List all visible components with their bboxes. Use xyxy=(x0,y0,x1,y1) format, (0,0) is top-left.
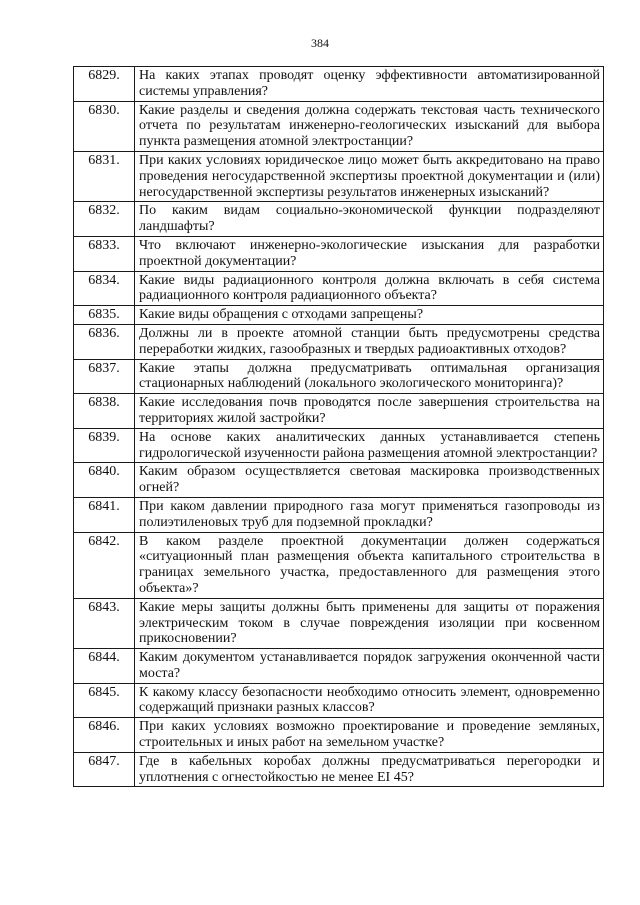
question-number: 6843. xyxy=(74,598,135,648)
table-row xyxy=(74,202,604,237)
table-row xyxy=(74,752,604,787)
question-number: 6839. xyxy=(74,428,135,463)
question-number: 6842. xyxy=(74,532,135,598)
question-number: 6830. xyxy=(74,101,135,151)
question-text: Что включают инженерно-экологические изыскания для разработки проектной документации? xyxy=(135,236,604,271)
table-row xyxy=(74,306,604,325)
question-number: 6847. xyxy=(74,752,135,787)
question-text: К какому классу безопасности необходимо относить элемент, одновременно содержащий признаки разных классов? xyxy=(135,683,604,718)
table-row xyxy=(74,683,604,718)
question-number: 6840. xyxy=(74,463,135,498)
question-number: 6837. xyxy=(74,359,135,394)
question-number: 6846. xyxy=(74,718,135,753)
question-text: Какие этапы должна предусматривать оптимальная организация стационарных наблюдений (локального экологического мониторинга)? xyxy=(135,359,604,394)
question-number: 6829. xyxy=(74,67,135,102)
questions-table-body xyxy=(74,67,604,787)
table-row xyxy=(74,428,604,463)
question-number: 6844. xyxy=(74,649,135,684)
question-number: 6831. xyxy=(74,151,135,201)
table-row xyxy=(74,67,604,102)
table-row xyxy=(74,497,604,532)
question-text: Должны ли в проекте атомной станции быть предусмотрены средства переработки жидких, газообразных и твердых радиоактивных отходов? xyxy=(135,324,604,359)
question-text: При каких условиях юридическое лицо может быть аккредитовано на право проведения негосударственной экспертизы проектной документации и (или) негосударственной экспертизы результатов инженерных изысканий? xyxy=(135,151,604,201)
table-row xyxy=(74,236,604,271)
question-number: 6833. xyxy=(74,236,135,271)
table-row xyxy=(74,101,604,151)
question-text: В каком разделе проектной документации должен содержаться «ситуационный план размещения объекта капитального строительства в границах земельного участка, предоставленного для размещения этого объекта»? xyxy=(135,532,604,598)
question-number: 6845. xyxy=(74,683,135,718)
table-row xyxy=(74,463,604,498)
question-text: На каких этапах проводят оценку эффективности автоматизированной системы управления? xyxy=(135,67,604,102)
question-number: 6834. xyxy=(74,271,135,306)
question-text: Какие разделы и сведения должна содержать текстовая часть технического отчета по результатам инженерно-геологических изысканий для выбора пункта размещения атомной электростанции? xyxy=(135,101,604,151)
question-text: Какие исследования почв проводятся после завершения строительства на территориях жилой застройки? xyxy=(135,394,604,429)
question-number: 6838. xyxy=(74,394,135,429)
questions-table xyxy=(73,66,604,787)
question-number: 6836. xyxy=(74,324,135,359)
table-row xyxy=(74,394,604,429)
question-text: Каким образом осуществляется световая маскировка производственных огней? xyxy=(135,463,604,498)
question-text: На основе каких аналитических данных устанавливается степень гидрологической изученности района размещения атомной электростанции? xyxy=(135,428,604,463)
question-text: Какие виды обращения с отходами запрещены? xyxy=(135,306,604,325)
table-row xyxy=(74,151,604,201)
table-row xyxy=(74,324,604,359)
question-text: При каких условиях возможно проектирование и проведение земляных, строительных и иных работ на земельном участке? xyxy=(135,718,604,753)
table-row xyxy=(74,359,604,394)
table-row xyxy=(74,271,604,306)
question-text: Какие меры защиты должны быть применены для защиты от поражения электрическим током в случае повреждения изоляции при косвенном прикосновении? xyxy=(135,598,604,648)
table-row xyxy=(74,598,604,648)
question-number: 6832. xyxy=(74,202,135,237)
table-row xyxy=(74,649,604,684)
question-text: При каком давлении природного газа могут применяться газопроводы из полиэтиленовых труб для подземной прокладки? xyxy=(135,497,604,532)
question-number: 6835. xyxy=(74,306,135,325)
question-text: Каким документом устанавливается порядок загружения оконченной части моста? xyxy=(135,649,604,684)
question-text: Где в кабельных коробах должны предусматриваться перегородки и уплотнения с огнестойкостью не менее EI 45? xyxy=(135,752,604,787)
question-text: По каким видам социально-экономической функции подразделяют ландшафты? xyxy=(135,202,604,237)
table-row xyxy=(74,718,604,753)
question-number: 6841. xyxy=(74,497,135,532)
table-row xyxy=(74,532,604,598)
question-text: Какие виды радиационного контроля должна включать в себя система радиационного контроля радиационного объекта? xyxy=(135,271,604,306)
page-number: 384 xyxy=(311,36,329,50)
